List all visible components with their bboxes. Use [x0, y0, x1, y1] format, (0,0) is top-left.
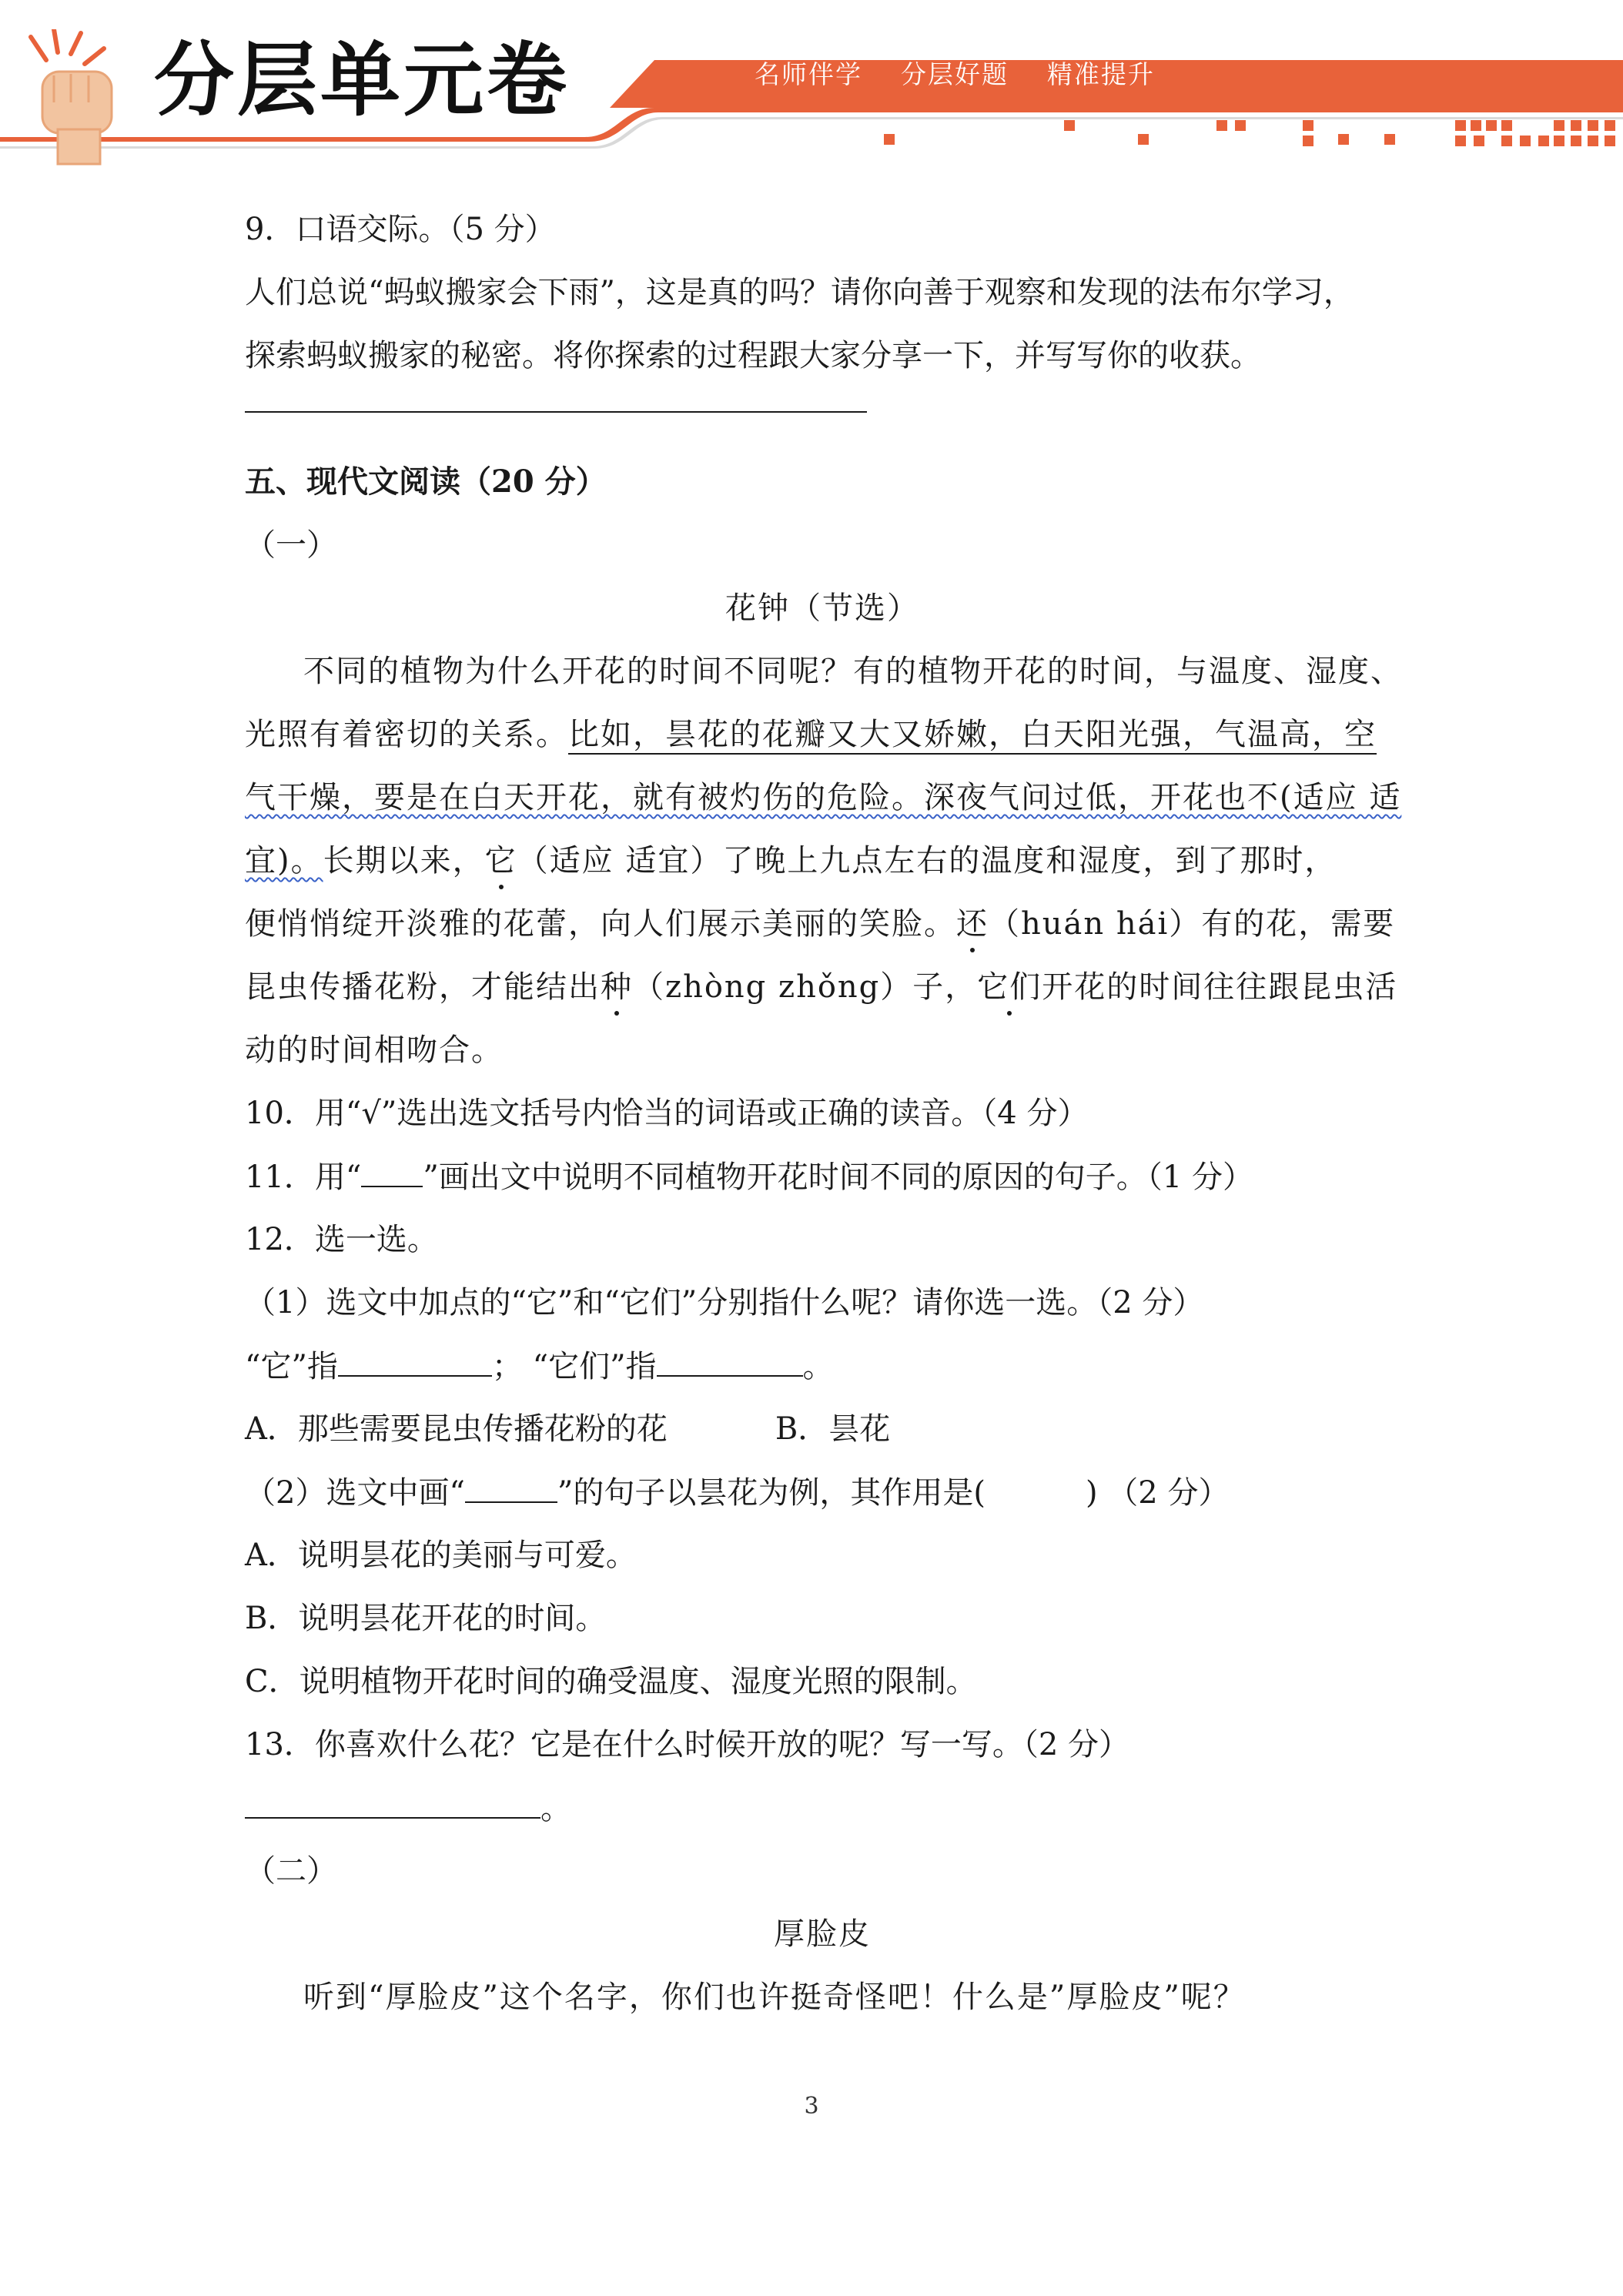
- q12-1-options: [245, 1411, 890, 1448]
- passage2-title: 厚脸皮: [774, 1916, 871, 1952]
- q12-2-option-b[interactable]: B．说明昙花开花的时间。: [245, 1601, 607, 1636]
- passage1-line5-a: 便悄悄绽开淡雅的花蕾，向人们展示美丽的笑脸。: [245, 906, 956, 942]
- q12-1-fill-a: “它”指: [245, 1349, 338, 1384]
- passage1-line6: [245, 969, 1397, 1006]
- q12: 12．选一选。: [245, 1222, 438, 1257]
- header-slogan: 名师伴学 分层好题 精准提升: [755, 59, 1155, 89]
- q12-2-c: ) （2 分）: [1085, 1475, 1230, 1511]
- q10: 10．用“√”选出选文括号内恰当的词语或正确的读音。（4 分）: [245, 1096, 1089, 1131]
- passage2-line1: 听到“厚脸皮”这个名字，你们也许挺奇怪吧！什么是”厚脸皮”呢？: [303, 1980, 1246, 2015]
- passage1-line2: [245, 716, 1377, 755]
- q11-underline-sample: [361, 1158, 423, 1187]
- q13-answer-blank[interactable]: [245, 1789, 540, 1819]
- passage1-underlined-sentence: 比如，昙花的花瓣又大又娇嫩，白天阳光强，气温高，空: [568, 716, 1377, 755]
- passage1-line5-c: （huán hái）有的花，需要: [989, 906, 1396, 942]
- brand-title: 分层单元卷: [154, 33, 571, 127]
- q11-b: ”画出文中说明不同植物开花时间不同的原因的句子。（1 分）: [423, 1160, 1253, 1195]
- section5-heading: 五、现代文阅读（20 分）: [245, 464, 607, 500]
- passage1-title: 花钟（节选）: [725, 591, 919, 626]
- passage1-line6-c: （zhòng zhǒng）子，: [633, 969, 978, 1005]
- passage1-wavy-sentence: 气干燥，要是在白天开花，就有被灼伤的危险。深夜气问过低，开花也不(适应 适: [245, 780, 1402, 815]
- q9-answer-line[interactable]: [245, 408, 867, 413]
- part1-label: （一）: [245, 527, 337, 563]
- passage1-wavy-end: 宜)。: [245, 843, 323, 879]
- passage1-line1: 不同的植物为什么开花的时间不同呢？有的植物开花的时间，与温度、湿度、: [303, 654, 1403, 689]
- q12-1-option-b[interactable]: B．昙花: [775, 1411, 891, 1447]
- q9-prompt-line2: 探索蚂蚁搬家的秘密。将你探索的过程跟大家分享一下，并写写你的收获。: [245, 338, 1261, 373]
- q13-end: 。: [540, 1791, 571, 1826]
- q12-1: （1）选文中加点的“它”和“它们”分别指什么呢？请你选一选。（2 分）: [245, 1285, 1204, 1320]
- part2-label: （二）: [245, 1853, 337, 1889]
- q12-1-fill: [245, 1347, 834, 1385]
- page-header: [0, 0, 1623, 166]
- passage1-line6-e: 开花的时间往往跟昆虫活: [1042, 969, 1398, 1005]
- dotted-char-zhong: 种: [601, 969, 633, 1005]
- q12-1-fill-sep: ； “它们”指: [491, 1349, 657, 1384]
- q12-1-option-a[interactable]: A．那些需要昆虫传播花粉的花: [245, 1411, 668, 1447]
- passage1-line5: [245, 905, 1395, 942]
- passage1-line6-a: 昆虫传播花粉，才能结出: [245, 969, 601, 1005]
- passage1-line3: [245, 779, 1401, 816]
- q11: [245, 1158, 1253, 1196]
- q9-title: 9．口语交际。（5 分）: [245, 212, 556, 247]
- dotted-word-tamen: 它们: [977, 969, 1042, 1005]
- pixel-decoration: [0, 0, 1623, 166]
- q12-2-option-c[interactable]: C．说明植物开花时间的确受温度、湿度光照的限制。: [245, 1664, 977, 1699]
- q13-answer: [245, 1789, 571, 1827]
- q9-prompt-line1: 人们总说“蚂蚁搬家会下雨”，这是真的吗？请你向善于观察和发现的法布尔学习，: [245, 275, 1354, 310]
- passage1-line4-d: （适应 适宜）了晚上九点左右的温度和湿度，到了那时，: [517, 843, 1337, 879]
- dotted-char-huan: 还: [956, 906, 989, 942]
- q12-2-b: ”的句子以昙花为例，其作用是(: [557, 1475, 986, 1511]
- page-number: 3: [804, 2093, 819, 2120]
- q12-2: [245, 1474, 1229, 1511]
- dotted-word-ta: 它: [484, 843, 517, 879]
- q12-2-a: （2）选文中画“: [245, 1475, 465, 1511]
- passage1-line4: [245, 842, 1337, 879]
- q13: 13．你喜欢什么花？它是在什么时候开放的呢？写一写。（2 分）: [245, 1727, 1130, 1762]
- passage1-line7: 动的时间相吻合。: [245, 1033, 504, 1068]
- passage1-line4-b: 长期以来，: [323, 843, 485, 879]
- q12-1-fill-end: 。: [802, 1349, 834, 1384]
- q12-1-blank-tamen[interactable]: [657, 1347, 803, 1377]
- q12-1-blank-ta[interactable]: [338, 1347, 492, 1377]
- q12-2-underline-sample: [465, 1474, 557, 1503]
- q12-2-option-a[interactable]: A．说明昙花的美丽与可爱。: [245, 1538, 637, 1573]
- passage1-line2-a: 光照有着密切的关系。: [245, 717, 568, 752]
- q11-a: 11．用“: [245, 1160, 362, 1195]
